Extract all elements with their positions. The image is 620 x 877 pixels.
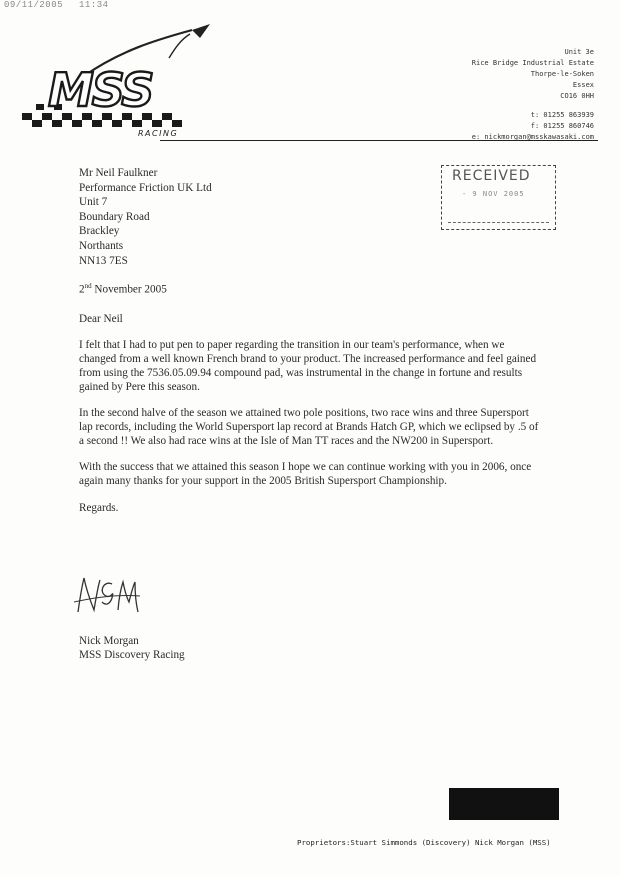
sender-block (79, 634, 185, 662)
address-line: Unit 3e (564, 48, 594, 56)
proprietors-footer: Proprietors:Stuart Simmonds (Discovery) Nick Morgan (MSS) (297, 838, 551, 847)
letter-date: 2nd November 2005 (79, 282, 167, 296)
telephone: t: 01255 863939 (530, 111, 594, 119)
sender-name: Nick Morgan (79, 635, 139, 647)
sender-company: MSS Discovery Racing (79, 649, 185, 661)
fax-time: 11:34 (79, 0, 109, 10)
paragraph: I felt that I had to put pen to paper regarding the transition in our team's performance, when we changed from a well known French brand to your product. The increased performance and feel gained from using the 7536.05.09.94 compound pad, was instrumental in the change in fortune and results gained by Pere this season. (79, 338, 537, 393)
recipient-line: Northants (79, 239, 124, 252)
address-line: Essex (572, 81, 594, 89)
address-line: CO16 0HH (560, 92, 594, 100)
recipient-line: Mr Neil Faulkner (79, 167, 158, 179)
logo-subtext: RACING (138, 129, 179, 138)
address-line: Thorpe-le-Soken (530, 70, 594, 78)
recipient-line: Unit 7 (79, 196, 108, 209)
paragraph: In the second halve of the season we attained two pole positions, two race wins and three Supersport lap records, including the World Supersport lap record at Brands Hatch GP, which we eclipsed by .5 of a second !! We also had race wins at the Isle of Man TT races and the NW200 in Supersport. (79, 406, 539, 447)
recipient-address (79, 166, 539, 268)
stamp-label: RECEIVED (452, 168, 531, 184)
recipient-line: Boundary Road (79, 210, 150, 223)
header-divider (160, 140, 598, 141)
letter-body (79, 166, 539, 515)
stamp-date: - 9 NOV 2005 (462, 190, 525, 198)
fax-date: 09/11/2005 (4, 0, 64, 10)
handwritten-signature (72, 572, 142, 617)
address-line: Rice Bridge Industrial Estate (471, 59, 594, 67)
fax-number: f: 01255 860746 (530, 122, 594, 130)
fax-header (4, 0, 109, 10)
mss-racing-logo (14, 18, 234, 143)
paragraph: With the success that we attained this season I hope we can continue working with you in 2006, once again many thanks for your support in the 2005 British Supersport Championship. (79, 460, 532, 487)
recipient-line: Brackley (79, 225, 120, 238)
logo-text: MSS (48, 63, 153, 117)
redacted-block (449, 788, 559, 820)
email: e: nickmorgan@msskawasaki.com (471, 133, 594, 141)
recipient-line: NN13 7ES (79, 254, 128, 267)
recipient-line: Performance Friction UK Ltd (79, 181, 212, 194)
salutation: Dear Neil (79, 312, 123, 325)
closing: Regards. (79, 501, 119, 514)
company-address (472, 47, 594, 143)
